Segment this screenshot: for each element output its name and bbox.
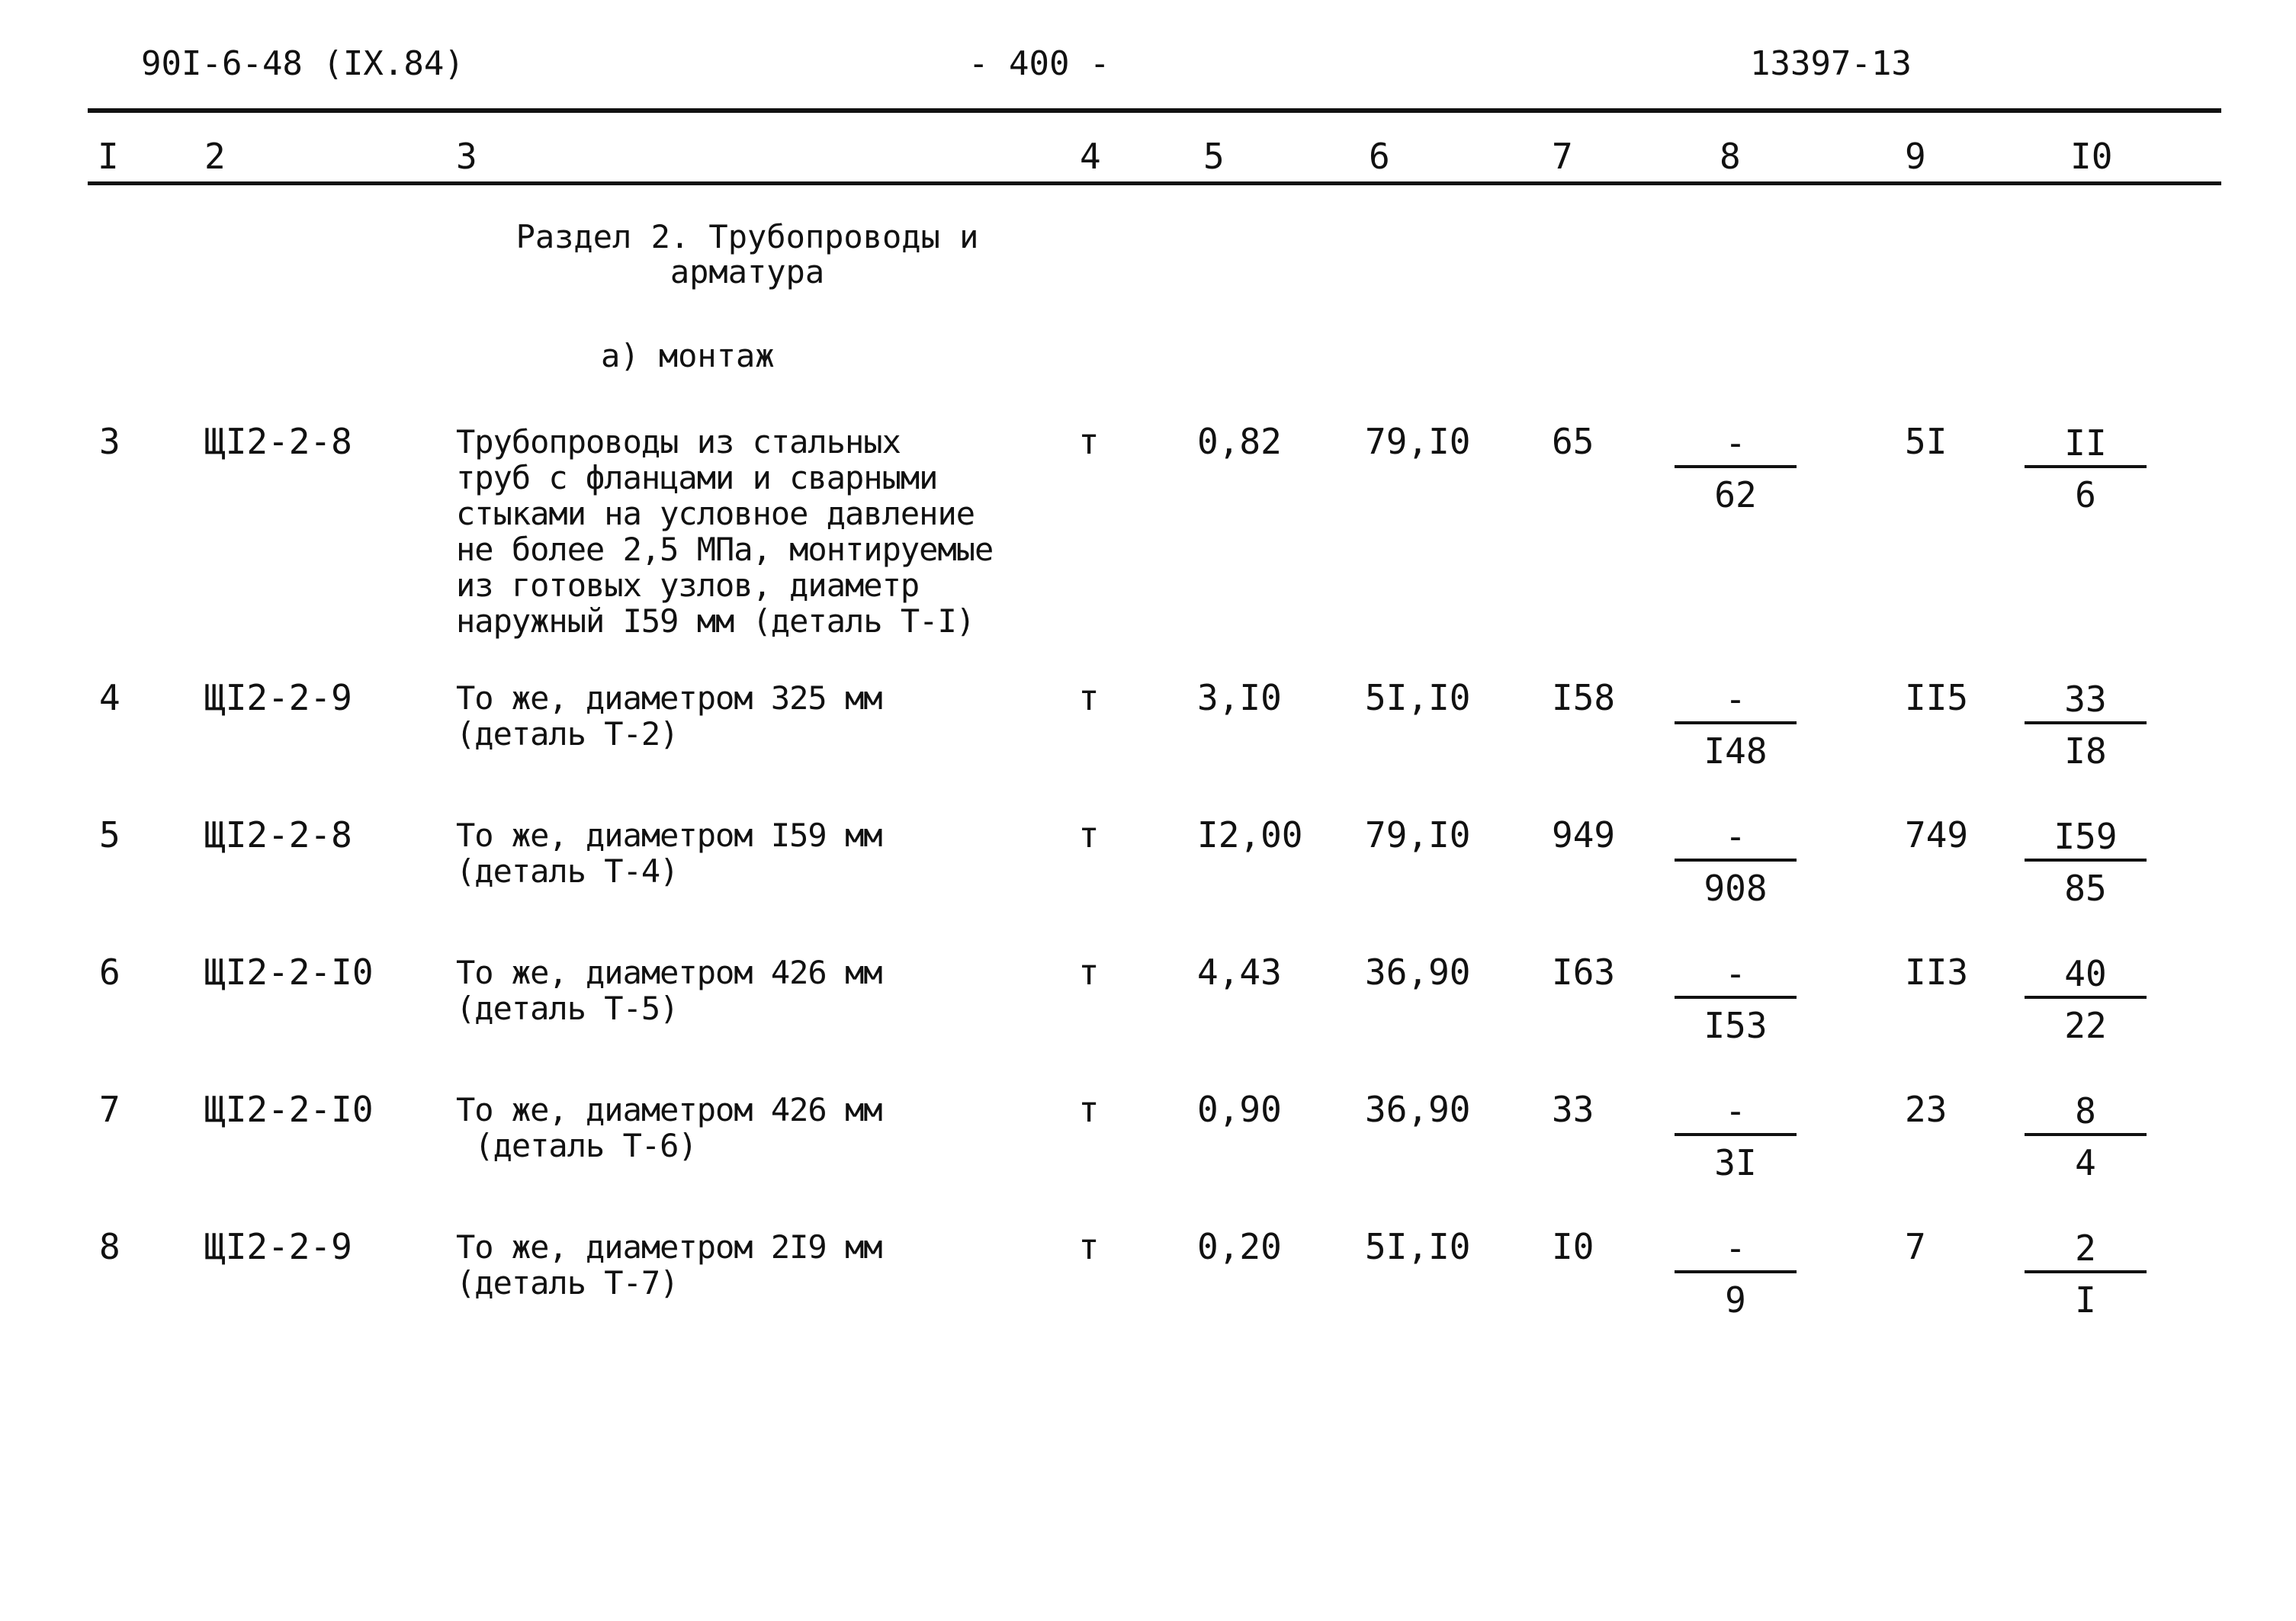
row-col10-fraction	[2025, 953, 2147, 1046]
row-total: I58	[1552, 677, 1616, 718]
fraction-bar	[2025, 859, 2147, 862]
section-subtitle: а) монтаж	[601, 337, 775, 374]
top-rule	[88, 108, 2221, 113]
row-description-line: То же, диаметром 426 мм	[456, 1091, 882, 1128]
row-col10-top: 8	[2075, 1090, 2096, 1131]
row-description-line: То же, диаметром I59 мм	[456, 817, 882, 854]
row-quantity: 0,82	[1197, 421, 1282, 462]
row-col10-bottom: 4	[2075, 1142, 2096, 1183]
row-description-line: стыками на условное давление	[456, 495, 975, 532]
row-description	[456, 817, 882, 889]
row-total: 33	[1552, 1089, 1594, 1130]
row-col10-bottom: 85	[2064, 868, 2107, 909]
row-col10-bottom: 22	[2064, 1005, 2107, 1046]
row-col10-fraction	[2025, 816, 2147, 909]
row-unit-price: 36,90	[1365, 952, 1471, 993]
row-col9: 23	[1905, 1089, 1948, 1130]
row-col9: 749	[1905, 814, 1969, 855]
fraction-bar	[2025, 996, 2147, 999]
column-number-4: 4	[1080, 136, 1101, 177]
row-description-line: из готовых узлов, диаметр	[456, 567, 920, 604]
row-col10-top: 2	[2075, 1228, 2096, 1269]
row-unit: т	[1078, 421, 1100, 462]
row-code: ЩI2-2-9	[204, 1226, 352, 1267]
row-col10-top: II	[2064, 422, 2107, 464]
row-description-line: (деталь Т-5)	[456, 990, 679, 1027]
sheet-code: 13397-13	[1750, 44, 1912, 83]
document-code: 90I-6-48 (IX.84)	[141, 44, 464, 83]
section-title-line-2: арматура	[670, 253, 825, 290]
row-col9: 5I	[1905, 421, 1948, 462]
column-number-9: 9	[1905, 136, 1926, 177]
row-quantity: 0,90	[1197, 1089, 1282, 1130]
row-number: 5	[99, 814, 120, 855]
row-unit: т	[1078, 814, 1100, 855]
row-col10-bottom: I8	[2064, 730, 2107, 772]
row-col8-top: -	[1725, 816, 1746, 857]
row-col8-top: -	[1725, 1228, 1746, 1269]
row-col8-fraction	[1675, 679, 1797, 772]
row-code: ЩI2-2-I0	[204, 952, 374, 993]
row-unit-price: 79,I0	[1365, 421, 1471, 462]
row-col8-top: -	[1725, 953, 1746, 994]
fraction-bar	[2025, 721, 2147, 724]
row-description-line: наружный I59 мм (деталь Т-I)	[456, 602, 975, 640]
row-unit: т	[1078, 952, 1100, 993]
row-description-line: То же, диаметром 426 мм	[456, 954, 882, 991]
column-number-7: 7	[1552, 136, 1573, 177]
fraction-bar	[1675, 1270, 1797, 1273]
row-number: 4	[99, 677, 120, 718]
row-description-line: не более 2,5 МПа, монтируемые	[456, 531, 994, 568]
section-title-line-1: Раздел 2. Трубопроводы и	[515, 218, 979, 255]
row-unit-price: 79,I0	[1365, 814, 1471, 855]
row-description-line: Трубопроводы из стальных	[456, 423, 901, 461]
row-description-line: То же, диаметром 2I9 мм	[456, 1228, 882, 1266]
row-number: 3	[99, 421, 120, 462]
row-col10-top: I59	[2054, 816, 2118, 857]
column-number-5: 5	[1203, 136, 1225, 177]
row-quantity: 4,43	[1197, 952, 1282, 993]
column-number-8: 8	[1720, 136, 1741, 177]
column-number-6: 6	[1369, 136, 1390, 177]
row-col8-top: -	[1725, 422, 1746, 464]
row-col8-top: -	[1725, 1090, 1746, 1131]
row-description-line: То же, диаметром 325 мм	[456, 679, 882, 717]
row-col8-fraction	[1675, 422, 1797, 515]
row-number: 8	[99, 1226, 120, 1267]
row-unit-price: 5I,I0	[1365, 677, 1471, 718]
row-description-line: (деталь Т-6)	[456, 1127, 697, 1164]
row-quantity: I2,00	[1197, 814, 1303, 855]
row-code: ЩI2-2-I0	[204, 1089, 374, 1130]
fraction-bar	[2025, 465, 2147, 468]
row-col8-top: -	[1725, 679, 1746, 720]
row-col10-fraction	[2025, 422, 2147, 515]
row-col10-fraction	[2025, 679, 2147, 772]
row-col8-fraction	[1675, 1228, 1797, 1321]
fraction-bar	[1675, 721, 1797, 724]
row-quantity: 3,I0	[1197, 677, 1282, 718]
fraction-bar	[2025, 1270, 2147, 1273]
fraction-bar	[1675, 996, 1797, 999]
row-total: I63	[1552, 952, 1616, 993]
fraction-bar	[2025, 1133, 2147, 1136]
row-col10-bottom: 6	[2075, 474, 2096, 515]
row-number: 6	[99, 952, 120, 993]
row-total: 65	[1552, 421, 1594, 462]
row-col10-fraction	[2025, 1228, 2147, 1321]
row-description-line: (деталь Т-7)	[456, 1264, 679, 1302]
row-unit-price: 5I,I0	[1365, 1226, 1471, 1267]
row-col9: II3	[1905, 952, 1969, 993]
column-header-rule	[88, 181, 2221, 185]
row-col9: 7	[1905, 1226, 1926, 1267]
row-col8-bottom: 3I	[1714, 1142, 1757, 1183]
row-code: ЩI2-2-8	[204, 814, 352, 855]
row-col8-bottom: I53	[1704, 1005, 1768, 1046]
row-total: 949	[1552, 814, 1616, 855]
row-col8-fraction	[1675, 953, 1797, 1046]
column-number-10: I0	[2070, 136, 2113, 177]
row-description	[456, 680, 882, 752]
row-description-line: (деталь Т-2)	[456, 715, 679, 753]
row-description	[456, 424, 993, 639]
row-code: ЩI2-2-8	[204, 421, 352, 462]
column-number-3: 3	[456, 136, 477, 177]
row-code: ЩI2-2-9	[204, 677, 352, 718]
row-description	[456, 955, 882, 1026]
row-unit: т	[1078, 1226, 1100, 1267]
row-col8-bottom: 9	[1725, 1279, 1746, 1321]
row-col8-bottom: 62	[1714, 474, 1757, 515]
row-description-line: (деталь Т-4)	[456, 852, 679, 890]
row-unit: т	[1078, 677, 1100, 718]
row-unit: т	[1078, 1089, 1100, 1130]
row-number: 7	[99, 1089, 120, 1130]
row-col8-bottom: 908	[1704, 868, 1768, 909]
row-col9: II5	[1905, 677, 1969, 718]
page-number: - 400 -	[968, 44, 1110, 83]
column-number-1: I	[98, 136, 119, 177]
row-unit-price: 36,90	[1365, 1089, 1471, 1130]
column-number-2: 2	[204, 136, 226, 177]
fraction-bar	[1675, 1133, 1797, 1136]
row-col10-fraction	[2025, 1090, 2147, 1183]
row-col10-top: 33	[2064, 679, 2107, 720]
row-quantity: 0,20	[1197, 1226, 1282, 1267]
fraction-bar	[1675, 465, 1797, 468]
row-total: I0	[1552, 1226, 1594, 1267]
row-col8-fraction	[1675, 1090, 1797, 1183]
row-col8-bottom: I48	[1704, 730, 1768, 772]
row-description	[456, 1229, 882, 1301]
fraction-bar	[1675, 859, 1797, 862]
section-heading	[458, 220, 1037, 290]
row-description	[456, 1092, 882, 1164]
row-col10-top: 40	[2064, 953, 2107, 994]
row-col10-bottom: I	[2075, 1279, 2096, 1321]
row-description-line: труб с фланцами и сварными	[456, 459, 938, 496]
row-col8-fraction	[1675, 816, 1797, 909]
